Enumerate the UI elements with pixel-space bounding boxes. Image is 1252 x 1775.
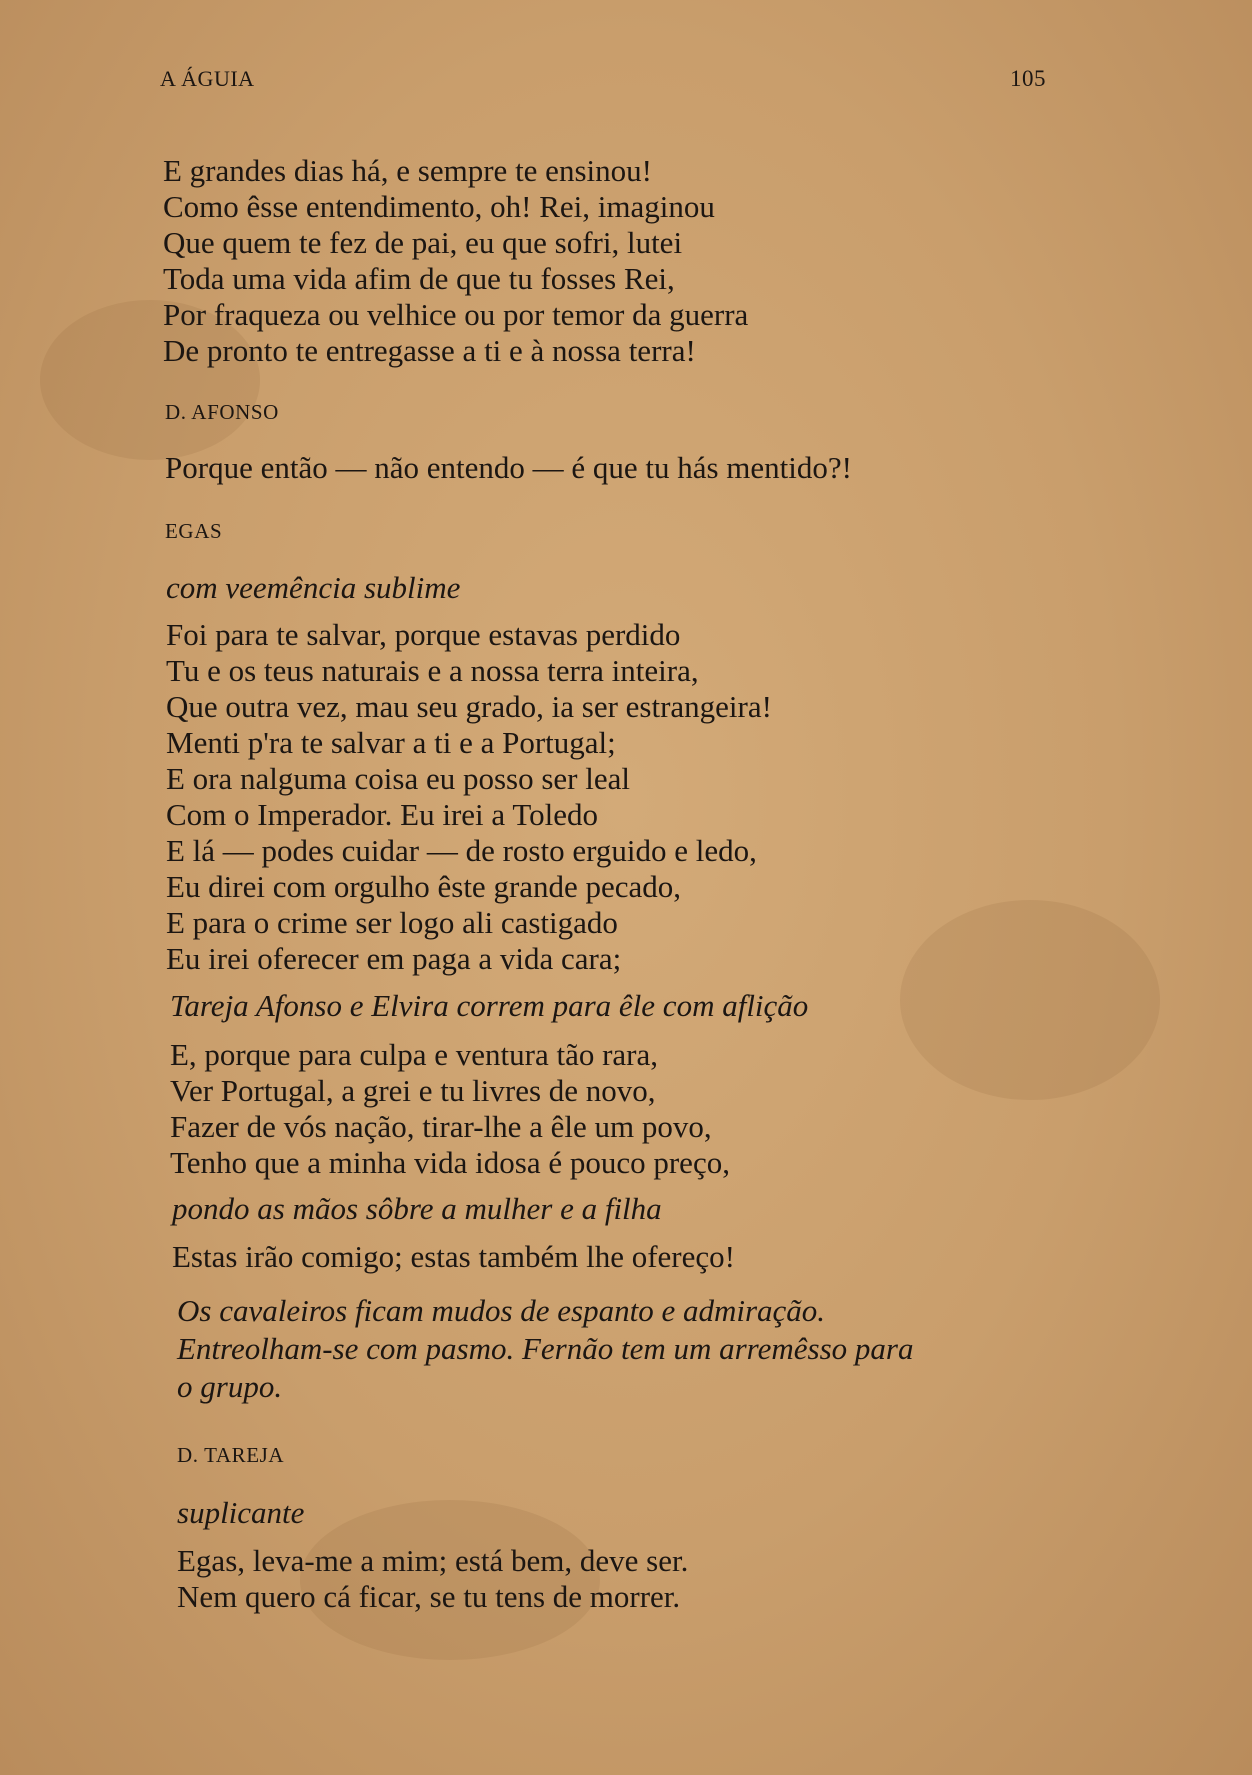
- verse-line: E para o crime ser logo ali castigado: [166, 905, 618, 940]
- verse-line: Eu direi com orgulho êste grande pecado,: [166, 869, 682, 904]
- verse-line: Foi para te salvar, porque estavas perdido: [166, 617, 681, 652]
- verse-line: E lá — podes cuidar — de rosto erguido e ledo,: [166, 833, 757, 868]
- stage-direction: Tareja Afonso e Elvira correm para êle com aflição: [170, 988, 809, 1023]
- verse-line: Porque então — não entendo — é que tu hás mentido?!: [165, 450, 852, 485]
- verse-line: Ver Portugal, a grei e tu livres de novo,: [170, 1073, 656, 1108]
- verse-line: Que outra vez, mau seu grado, ia ser estrangeira!: [166, 689, 772, 724]
- verse-line: Com o Imperador. Eu irei a Toledo: [166, 797, 599, 832]
- stage-direction: Entreolham-se com pasmo. Fernão tem um arremêsso para: [177, 1331, 914, 1366]
- speaker-name: EGAS: [165, 519, 223, 543]
- speaker-name: D. AFONSO: [165, 400, 279, 424]
- verse-line: E grandes dias há, e sempre te ensinou!: [163, 153, 652, 188]
- verse-line: Eu irei oferecer em paga a vida cara;: [166, 941, 622, 976]
- page-number: 105: [1010, 66, 1046, 91]
- verse-line: Tenho que a minha vida idosa é pouco preço,: [170, 1145, 730, 1180]
- verse-line: Tu e os teus naturais e a nossa terra inteira,: [166, 653, 699, 688]
- verse-line: Nem quero cá ficar, se tu tens de morrer.: [177, 1579, 681, 1614]
- verse-line: Toda uma vida afim de que tu fosses Rei,: [163, 261, 675, 296]
- stage-direction: suplicante: [177, 1495, 305, 1530]
- running-head: A ÁGUIA: [160, 66, 255, 91]
- verse-line: Estas irão comigo; estas também lhe ofereço!: [172, 1239, 735, 1274]
- stage-direction: o grupo.: [177, 1369, 283, 1404]
- stage-direction: Os cavaleiros ficam mudos de espanto e admiração.: [177, 1293, 826, 1328]
- speaker-name: D. TAREJA: [177, 1443, 285, 1467]
- verse-line: Como êsse entendimento, oh! Rei, imaginou: [163, 189, 715, 224]
- verse-line: Fazer de vós nação, tirar-lhe a êle um povo,: [170, 1109, 712, 1144]
- verse-line: Egas, leva-me a mim; está bem, deve ser.: [177, 1543, 689, 1578]
- verse-line: Menti p'ra te salvar a ti e a Portugal;: [166, 725, 616, 760]
- verse-line: De pronto te entregasse a ti e à nossa terra!: [163, 333, 696, 368]
- verse-line: E ora nalguma coisa eu posso ser leal: [166, 761, 630, 796]
- stage-direction: com veemência sublime: [166, 570, 461, 605]
- paper-stain: [900, 900, 1160, 1100]
- stage-direction: pondo as mãos sôbre a mulher e a filha: [172, 1191, 662, 1226]
- verse-line: Por fraqueza ou velhice ou por temor da guerra: [163, 297, 749, 332]
- verse-line: Que quem te fez de pai, eu que sofri, lutei: [163, 225, 683, 260]
- verse-line: E, porque para culpa e ventura tão rara,: [170, 1037, 658, 1072]
